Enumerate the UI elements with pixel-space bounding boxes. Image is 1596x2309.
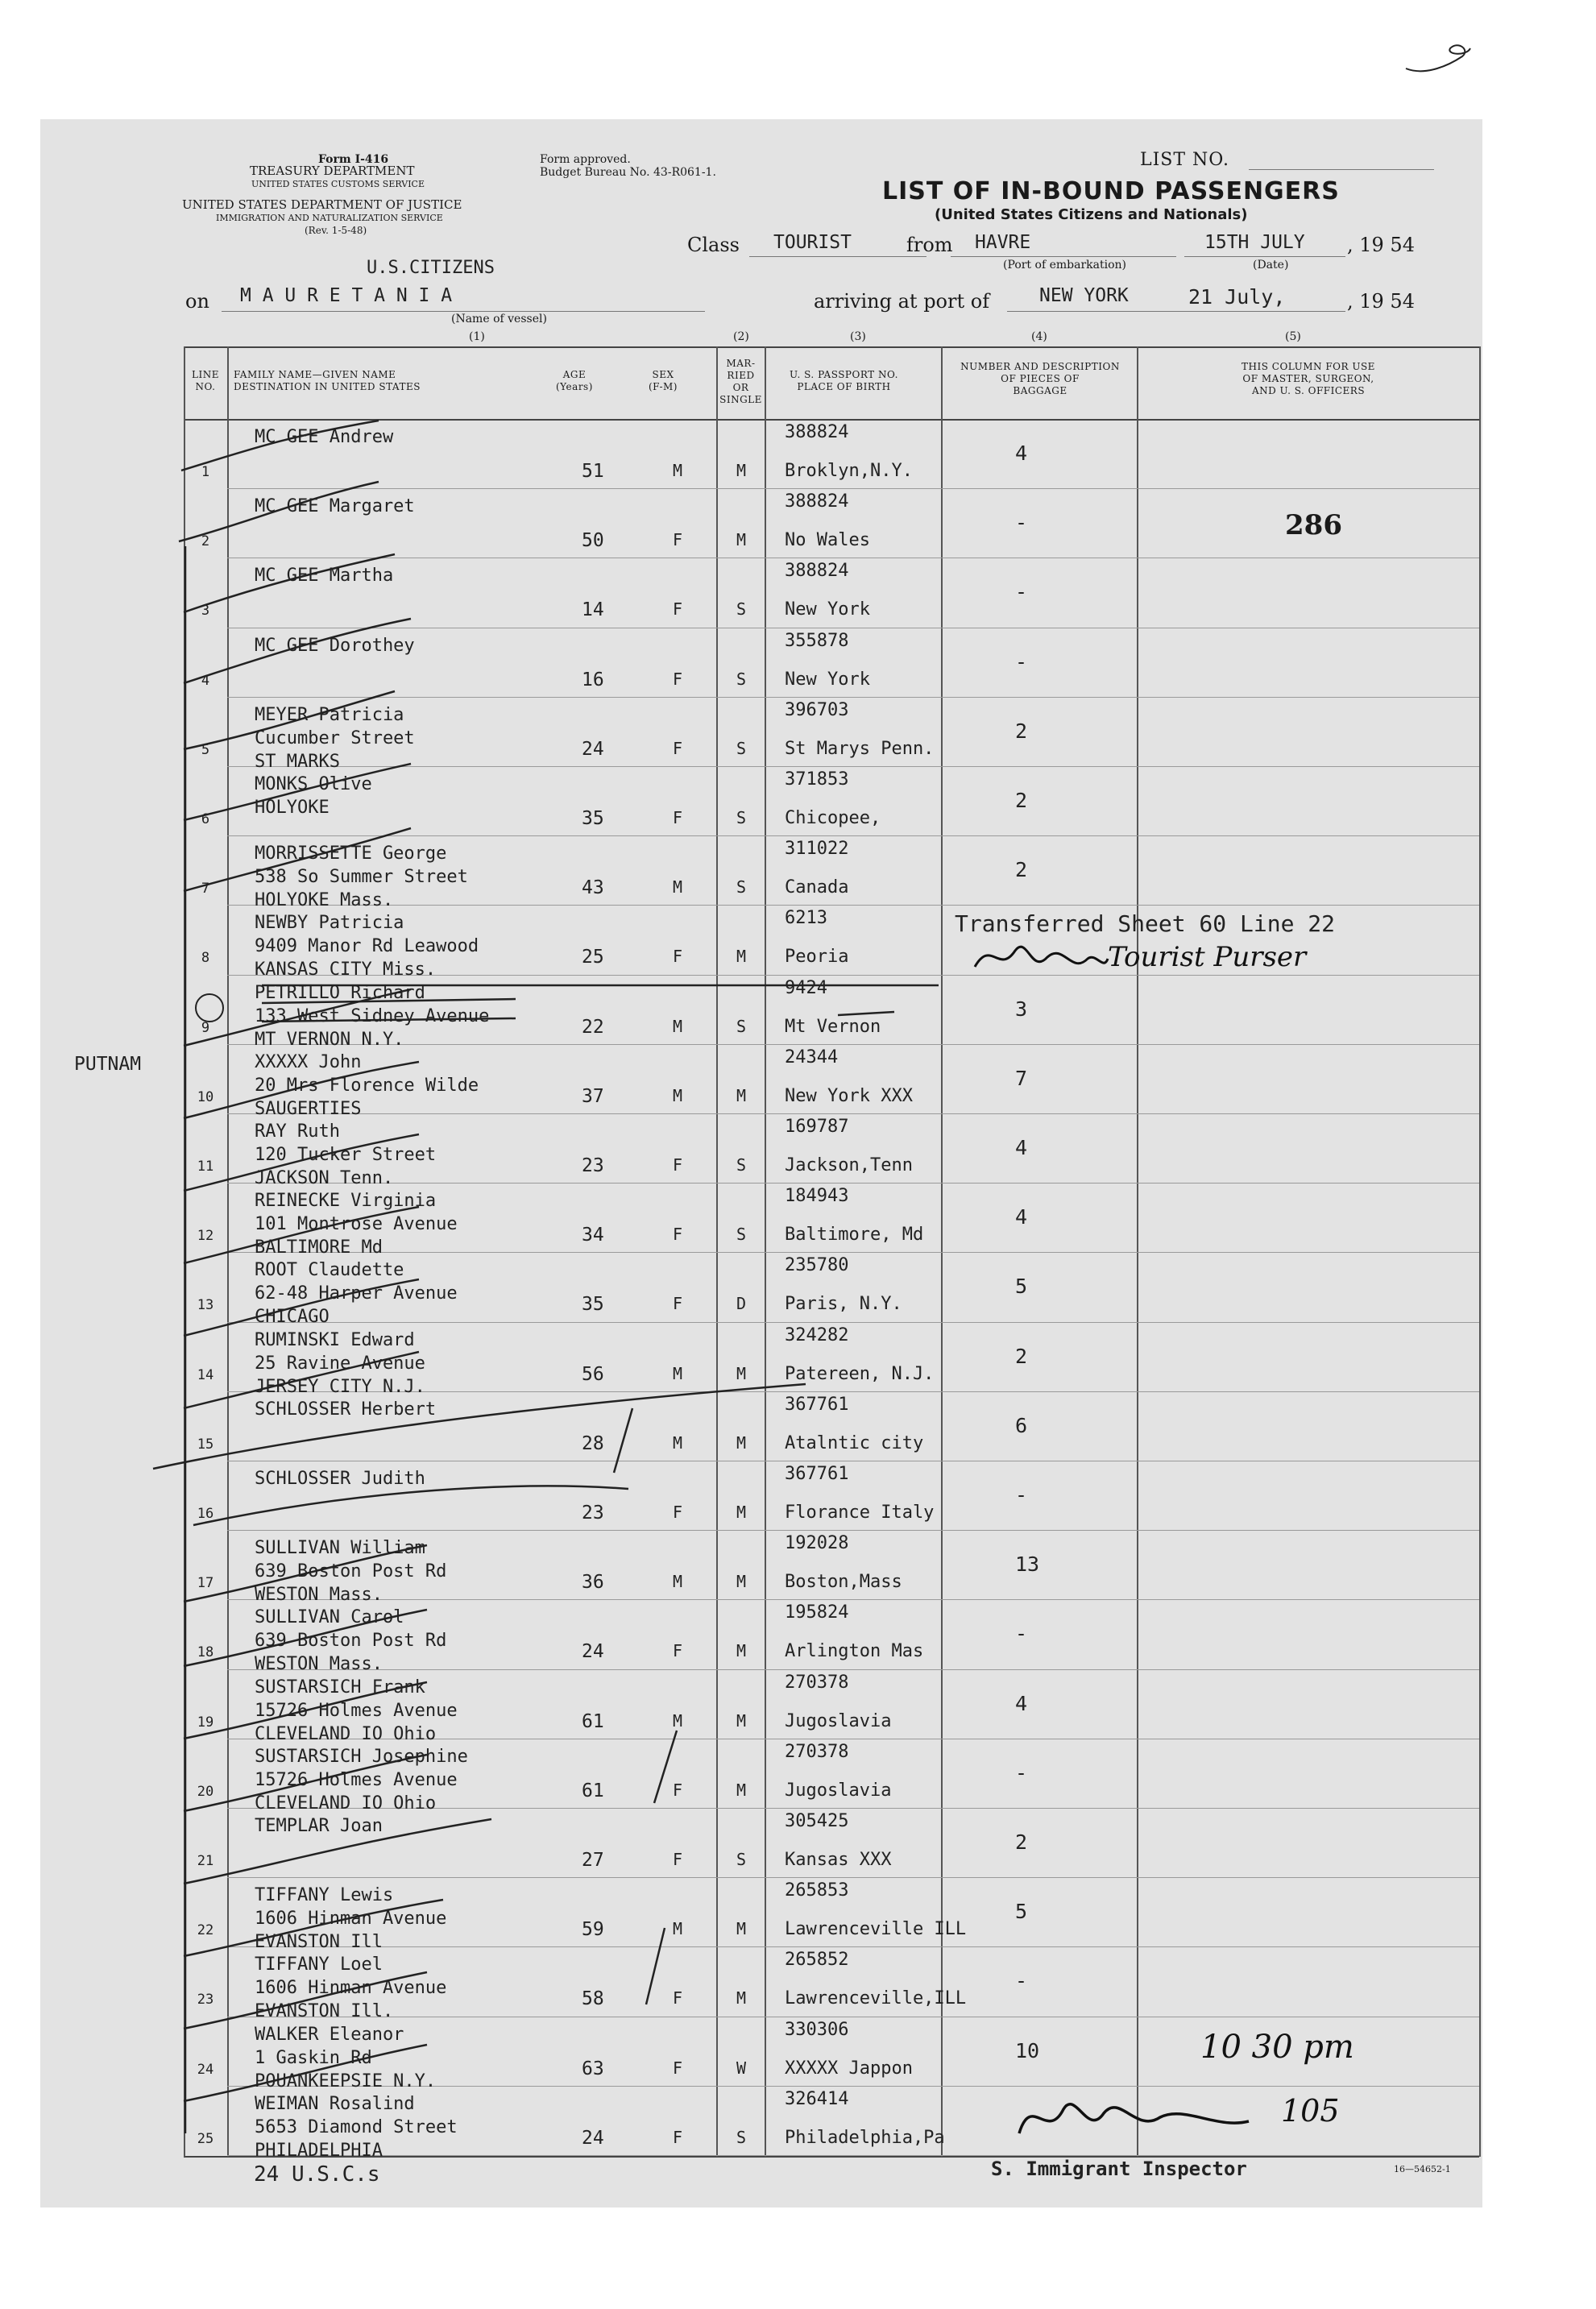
passenger-name-line: 1606 Hinman Avenue xyxy=(255,1978,447,1999)
passenger-name-line: CHICAGO xyxy=(255,1307,330,1328)
passenger-name-line: EVANSTON Ill. xyxy=(255,2001,394,2022)
marital-cell: W xyxy=(736,2058,747,2078)
passenger-name-line: CLEVELAND IO Ohio xyxy=(255,1793,437,1814)
line-number: 21 xyxy=(197,1853,214,1869)
baggage-count: 4 xyxy=(1015,1691,1028,1715)
vessel-name: M A U R E T A N I A xyxy=(240,285,453,306)
marital-cell: M xyxy=(736,1363,747,1383)
place-of-birth: Jugoslavia xyxy=(785,1710,892,1731)
age-cell: 61 xyxy=(582,1780,604,1801)
line-number: 2 xyxy=(201,533,210,550)
passport-number: 367761 xyxy=(785,1394,849,1415)
age-cell: 28 xyxy=(582,1432,604,1454)
age-cell: 35 xyxy=(582,1294,604,1316)
passenger-name-line: 538 So Summer Street xyxy=(255,867,468,888)
baggage-count: - xyxy=(1015,1969,1028,1993)
manifest-title: LIST OF IN-BOUND PASSENGERS xyxy=(882,177,1340,205)
line-number: 9 xyxy=(201,1019,210,1036)
check-marks xyxy=(40,119,1482,2207)
footer-code: 16—54652-1 xyxy=(1394,2164,1451,2174)
baggage-count: - xyxy=(1015,1760,1028,1785)
place-of-birth: Jugoslavia xyxy=(785,1780,892,1801)
passenger-name-line: ST MARKS xyxy=(255,751,340,772)
line-number: 15 xyxy=(197,1436,214,1453)
line-number: 14 xyxy=(197,1366,214,1383)
passenger-name-line: WESTON Mass. xyxy=(255,1654,383,1675)
place-of-birth: Paris, N.Y. xyxy=(785,1294,902,1315)
line-number: 17 xyxy=(197,1575,214,1592)
marital-cell: S xyxy=(736,2127,747,2147)
port-embarkation-label: (Port of embarkation) xyxy=(1003,259,1126,272)
sex-cell: F xyxy=(673,1850,683,1869)
place-of-birth: Lawrenceville,ILL xyxy=(785,1988,967,2009)
marital-cell: S xyxy=(736,808,747,827)
baggage-count: 5 xyxy=(1015,1900,1028,1924)
col-num-2: (2) xyxy=(733,330,749,343)
date-label: (Date) xyxy=(1253,259,1289,272)
place-of-birth: New York XXX xyxy=(785,1085,913,1106)
passport-number: 184943 xyxy=(785,1186,849,1207)
marital-cell: M xyxy=(736,1710,747,1731)
passenger-name-line: MEYER Patricia xyxy=(255,704,404,725)
passenger-name-line: PETRILLO Richard xyxy=(255,982,425,1003)
passenger-name-line: SCHLOSSER Judith xyxy=(255,1469,425,1489)
sex-cell: F xyxy=(673,1641,683,1661)
marital-cell: S xyxy=(736,599,747,620)
passport-number: 388824 xyxy=(785,561,849,582)
place-of-birth: Patereen, N.J. xyxy=(785,1363,935,1384)
date-value: 15TH JULY xyxy=(1204,232,1305,253)
age-cell: 35 xyxy=(582,808,604,829)
age-cell: 24 xyxy=(582,2127,604,2149)
passport-number: 169787 xyxy=(785,1117,849,1137)
marital-cell: S xyxy=(736,738,747,758)
baggage-count: 7 xyxy=(1015,1066,1028,1090)
passport-number: 355878 xyxy=(785,630,849,651)
sex-cell: F xyxy=(673,1155,683,1175)
passenger-name-line: KANSAS CITY Miss. xyxy=(255,960,437,980)
col-header-sex: SEX (F-M) xyxy=(649,369,678,392)
marital-cell: M xyxy=(736,461,747,480)
inspector-signature xyxy=(1007,2085,1265,2149)
sex-cell: M xyxy=(673,1572,683,1592)
line-number: 10 xyxy=(197,1088,214,1105)
line-number: 13 xyxy=(197,1297,214,1314)
sex-cell: F xyxy=(673,530,683,550)
baggage-count: - xyxy=(1015,1483,1028,1507)
sex-cell: F xyxy=(673,1294,683,1314)
col-header-baggage: NUMBER AND DESCRIPTION OF PIECES OF BAGGAGE xyxy=(960,361,1120,396)
baggage-count: 3 xyxy=(1015,997,1028,1021)
passenger-name-line: SUSTARSICH Frank xyxy=(255,1677,425,1698)
place-of-birth: Broklyn,N.Y. xyxy=(785,461,913,481)
passport-number: 388824 xyxy=(785,422,849,442)
marital-cell: S xyxy=(736,1850,747,1869)
place-of-birth: XXXXX Jappon xyxy=(785,2058,913,2079)
transferred-note: Transferred Sheet 60 Line 22 xyxy=(955,910,1336,937)
passenger-name-line: RAY Ruth xyxy=(255,1121,340,1142)
age-cell: 37 xyxy=(582,1085,604,1107)
passport-number: 9424 xyxy=(785,977,827,998)
passport-number: 367761 xyxy=(785,1464,849,1484)
line-number: 16 xyxy=(197,1506,214,1522)
col-num-5: (5) xyxy=(1285,330,1301,343)
sex-cell: M xyxy=(673,1432,683,1453)
citizens-note: U.S.CITIZENS xyxy=(367,258,495,278)
marital-cell: S xyxy=(736,1155,747,1175)
passenger-name-line: MORRISSETTE George xyxy=(255,844,447,864)
class-label: Class xyxy=(687,234,740,256)
passport-number: 311022 xyxy=(785,839,849,860)
passport-number: 6213 xyxy=(785,908,827,929)
passenger-name-line: MT VERNON N.Y. xyxy=(255,1029,404,1050)
place-of-birth: Florance Italy xyxy=(785,1503,935,1523)
passport-number: 235780 xyxy=(785,1255,849,1276)
baggage-count: 2 xyxy=(1015,789,1028,812)
line-number: 20 xyxy=(197,1783,214,1800)
age-cell: 34 xyxy=(582,1225,604,1246)
col-header-passport: U. S. PASSPORT NO. PLACE OF BIRTH xyxy=(790,369,898,392)
place-of-birth: Canada xyxy=(785,877,849,898)
manifest-subtitle: (United States Citizens and Nationals) xyxy=(935,206,1248,223)
on-label: on xyxy=(185,290,209,313)
arrival-port: NEW YORK xyxy=(1039,285,1129,306)
marital-cell: M xyxy=(736,1780,747,1800)
passport-number: 192028 xyxy=(785,1533,849,1554)
from-value: HAVRE xyxy=(975,232,1031,253)
line-8-circle xyxy=(195,993,224,1022)
passenger-name-line: 9409 Manor Rd Leawood xyxy=(255,936,479,957)
age-cell: 59 xyxy=(582,1919,604,1941)
passport-number: 326414 xyxy=(785,2088,849,2109)
passport-number: 24344 xyxy=(785,1047,839,1067)
age-cell: 23 xyxy=(582,1155,604,1176)
baggage-count: 4 xyxy=(1015,1205,1028,1229)
passenger-name-line: 15726 Holmes Avenue xyxy=(255,1769,458,1790)
place-of-birth: Atalntic city xyxy=(785,1432,924,1453)
sex-cell: M xyxy=(673,1919,683,1939)
passenger-name-line: MC GEE Martha xyxy=(255,566,394,587)
passenger-name-line: 20 Mrs Florence Wilde xyxy=(255,1075,479,1096)
passenger-name-line: 1606 Hinman Avenue xyxy=(255,1909,447,1930)
sex-cell: M xyxy=(673,1710,683,1731)
age-cell: 16 xyxy=(582,669,604,690)
justice-dept: UNITED STATES DEPARTMENT OF JUSTICE xyxy=(182,197,462,212)
sex-cell: F xyxy=(673,1503,683,1522)
passenger-name-line: 639 Boston Post Rd xyxy=(255,1561,447,1582)
line-number: 12 xyxy=(197,1228,214,1245)
ins-service: IMMIGRATION AND NATURALIZATION SERVICE xyxy=(216,213,443,223)
age-cell: 63 xyxy=(582,2058,604,2079)
from-label: from xyxy=(906,234,953,256)
col-header-age: AGE (Years) xyxy=(556,369,593,392)
putnam-note: PUTNAM xyxy=(74,1054,142,1075)
passenger-name-line: CLEVELAND IO Ohio xyxy=(255,1723,437,1744)
baggage-count: 10 xyxy=(1015,2038,1040,2062)
marital-cell: S xyxy=(736,1016,747,1036)
place-of-birth: New York xyxy=(785,599,870,620)
passenger-name-line: XXXXX John xyxy=(255,1051,362,1072)
line-number: 8 xyxy=(201,950,210,967)
sex-cell: F xyxy=(673,808,683,827)
age-cell: 24 xyxy=(582,738,604,760)
age-cell: 23 xyxy=(582,1503,604,1523)
passport-number: 388824 xyxy=(785,491,849,512)
arriving-label: arriving at port of xyxy=(814,290,990,313)
passenger-name-line: REINECKE Virginia xyxy=(255,1191,437,1212)
passenger-name-line: MONKS Olive xyxy=(255,774,372,794)
marital-cell: M xyxy=(736,1432,747,1453)
sex-cell: F xyxy=(673,599,683,620)
passenger-name-line: SULLIVAN William xyxy=(255,1538,425,1559)
passenger-name-line: MC GEE Margaret xyxy=(255,496,415,517)
line-number: 23 xyxy=(197,1992,214,2008)
form-approved: Form approved. xyxy=(540,153,631,166)
marital-cell: M xyxy=(736,947,747,967)
age-cell: 25 xyxy=(582,947,604,968)
line-number: 7 xyxy=(201,881,210,897)
baggage-count: 5 xyxy=(1015,1275,1028,1299)
sex-cell: F xyxy=(673,738,683,758)
line-number: 5 xyxy=(201,741,210,758)
passenger-name-line: WESTON Mass. xyxy=(255,1585,383,1606)
sex-cell: M xyxy=(673,877,683,897)
baggage-count: - xyxy=(1015,580,1028,604)
passenger-name-line: PHILADELPHIA xyxy=(255,2140,383,2161)
line-number: 4 xyxy=(201,672,210,689)
passport-number: 270378 xyxy=(785,1672,849,1693)
place-of-birth: Boston,Mass xyxy=(785,1572,902,1593)
age-cell: 43 xyxy=(582,877,604,899)
line-number: 25 xyxy=(197,2130,214,2147)
marital-cell: S xyxy=(736,669,747,689)
place-of-birth: Philadelphia,Pa xyxy=(785,2127,945,2148)
baggage-count: 2 xyxy=(1015,719,1028,743)
passenger-name-line: RUMINSKI Edward xyxy=(255,1329,415,1350)
sex-cell: F xyxy=(673,1780,683,1800)
marital-cell: M xyxy=(736,1503,747,1522)
passenger-name-line: 133 West Sidney Avenue xyxy=(255,1005,490,1026)
place-of-birth: Jackson,Tenn xyxy=(785,1155,913,1175)
passenger-name-line: TEMPLAR Joan xyxy=(255,1816,383,1836)
place-of-birth: New York xyxy=(785,669,870,690)
passenger-name-line: SULLIVAN Carol xyxy=(255,1607,404,1628)
marital-cell: S xyxy=(736,877,747,897)
sex-cell: F xyxy=(673,2058,683,2078)
col-header-line: LINE NO. xyxy=(192,369,219,392)
vessel-label: (Name of vessel) xyxy=(451,313,547,325)
place-of-birth: Lawrenceville ILL xyxy=(785,1919,967,1940)
treasury-dept: TREASURY DEPARTMENT xyxy=(250,164,415,178)
passenger-name-line: HOLYOKE xyxy=(255,798,330,818)
baggage-count: 6 xyxy=(1015,1413,1028,1437)
line-number: 3 xyxy=(201,603,210,620)
passenger-name-line: 101 Montrose Avenue xyxy=(255,1214,458,1235)
passport-number: 396703 xyxy=(785,699,849,720)
passport-number: 195824 xyxy=(785,1602,849,1623)
sex-cell: F xyxy=(673,669,683,689)
passenger-name-line: 15726 Holmes Avenue xyxy=(255,1700,458,1721)
place-of-birth: Chicopee, xyxy=(785,808,881,828)
age-cell: 50 xyxy=(582,530,604,552)
passenger-name-line: 62-48 Harper Avenue xyxy=(255,1283,458,1304)
col-num-1: (1) xyxy=(469,330,485,343)
passport-number: 265853 xyxy=(785,1880,849,1901)
col-num-3: (3) xyxy=(850,330,866,343)
baggage-count: 4 xyxy=(1015,441,1028,465)
baggage-count: 13 xyxy=(1015,1552,1040,1577)
list-no-label: LIST NO. xyxy=(1140,150,1230,170)
place-of-birth: Arlington Mas xyxy=(785,1641,924,1662)
passport-number: 330306 xyxy=(785,2019,849,2040)
sex-cell: F xyxy=(673,947,683,967)
place-of-birth: Kansas XXX xyxy=(785,1850,892,1870)
date-year: , 19 54 xyxy=(1347,234,1415,256)
passenger-name-line: POUANKEEPSIE N.Y. xyxy=(255,2071,437,2091)
passenger-manifest-sheet xyxy=(40,119,1482,2207)
passport-number: 371853 xyxy=(785,769,849,790)
col-header-officers: THIS COLUMN FOR USE OF MASTER, SURGEON, AND U. S. OFFICERS xyxy=(1242,361,1375,396)
count-286: 286 xyxy=(1285,509,1342,541)
line-number: 22 xyxy=(197,1922,214,1939)
passport-number: 305425 xyxy=(785,1811,849,1831)
passenger-name-line: MC GEE Dorothey xyxy=(255,635,415,656)
line-number: 24 xyxy=(197,2061,214,2078)
sex-cell: M xyxy=(673,1016,683,1036)
passenger-name-line: ROOT Claudette xyxy=(255,1260,404,1281)
passenger-name-line: 25 Ravine Avenue xyxy=(255,1353,425,1374)
age-cell: 14 xyxy=(582,599,604,621)
signature-105: 105 xyxy=(1281,2093,1340,2129)
line-number: 11 xyxy=(197,1159,214,1175)
line-number: 19 xyxy=(197,1714,214,1731)
baggage-count: - xyxy=(1015,511,1028,535)
sex-cell: F xyxy=(673,1225,683,1245)
place-of-birth: Peoria xyxy=(785,947,849,968)
customs-service: UNITED STATES CUSTOMS SERVICE xyxy=(251,179,425,189)
sex-cell: F xyxy=(673,1988,683,2008)
purser-signature: Tourist Purser xyxy=(1108,941,1307,973)
passenger-name-line: 1 Gaskin Rd xyxy=(255,2047,372,2068)
passport-number: 324282 xyxy=(785,1324,849,1345)
passenger-name-line: Cucumber Street xyxy=(255,728,415,748)
arrival-year: , 19 54 xyxy=(1347,290,1415,313)
passenger-name-line: JERSEY CITY N.J. xyxy=(255,1376,425,1397)
budget-bureau: Budget Bureau No. 43-R061-1. xyxy=(540,166,716,179)
marital-cell: M xyxy=(736,1572,747,1592)
line-number: 1 xyxy=(201,464,210,480)
sex-cell: M xyxy=(673,461,683,480)
passenger-name-line: TIFFANY Lewis xyxy=(255,1885,394,1906)
marital-cell: M xyxy=(736,1085,747,1105)
purser-initials xyxy=(967,935,1112,983)
footer-count: 24 U.S.C.s xyxy=(254,2162,380,2187)
age-cell: 58 xyxy=(582,1988,604,2010)
passport-number: 265852 xyxy=(785,1950,849,1971)
marital-cell: D xyxy=(736,1294,747,1314)
passenger-name-line: WALKER Eleanor xyxy=(255,2024,404,2045)
baggage-count: - xyxy=(1015,1622,1028,1646)
baggage-count: 2 xyxy=(1015,1344,1028,1368)
passenger-name-line: BALTIMORE Md xyxy=(255,1237,383,1258)
baggage-count: - xyxy=(1015,649,1028,674)
col-header-name: FAMILY NAME—GIVEN NAME DESTINATION IN UNITED STATES xyxy=(234,369,421,392)
passenger-name-line: WEIMAN Rosalind xyxy=(255,2093,415,2114)
age-cell: 61 xyxy=(582,1710,604,1732)
passenger-name-line: JACKSON Tenn. xyxy=(255,1168,394,1188)
place-of-birth: Mt Vernon xyxy=(785,1016,881,1037)
passenger-name-line: SUSTARSICH Josephine xyxy=(255,1746,468,1767)
class-value: TOURIST xyxy=(773,232,852,253)
passenger-name-line: NEWBY Patricia xyxy=(255,913,404,934)
marital-cell: S xyxy=(736,1225,747,1245)
passenger-name-line: HOLYOKE Mass. xyxy=(255,890,394,911)
marital-cell: M xyxy=(736,1988,747,2008)
corner-scribble xyxy=(1402,32,1474,81)
form-rev: (Rev. 1-5-48) xyxy=(305,225,367,236)
place-of-birth: St Marys Penn. xyxy=(785,738,935,759)
arrival-date: 21 July, xyxy=(1188,285,1286,309)
age-cell: 24 xyxy=(582,1641,604,1663)
age-cell: 56 xyxy=(582,1363,604,1385)
time-note: 10 30 pm xyxy=(1200,2029,1354,2066)
place-of-birth: Baltimore, Md xyxy=(785,1225,924,1246)
form-id: Form I-416 xyxy=(318,153,389,166)
passenger-name-line: EVANSTON Ill xyxy=(255,1932,383,1953)
baggage-count: 2 xyxy=(1015,858,1028,882)
marital-cell: M xyxy=(736,1919,747,1939)
passenger-name-line: 5653 Diamond Street xyxy=(255,2116,458,2137)
passenger-name-line: MC GEE Andrew xyxy=(255,427,394,447)
place-of-birth: No Wales xyxy=(785,530,870,551)
line-number: 6 xyxy=(201,811,210,827)
passport-number: 270378 xyxy=(785,1741,849,1762)
marital-cell: M xyxy=(736,530,747,550)
passenger-name-line: SAUGERTIES xyxy=(255,1098,362,1119)
sex-cell: M xyxy=(673,1363,683,1383)
passenger-name-line: TIFFANY Loel xyxy=(255,1955,383,1975)
sex-cell: M xyxy=(673,1085,683,1105)
passenger-name-line: 639 Boston Post Rd xyxy=(255,1631,447,1652)
sex-cell: F xyxy=(673,2127,683,2147)
marital-cell: M xyxy=(736,1641,747,1661)
baggage-count: 2 xyxy=(1015,1830,1028,1854)
col-header-married: MAR- RIED OR SINGLE xyxy=(719,358,762,405)
inspector-title: S. Immigrant Inspector xyxy=(991,2158,1247,2180)
passenger-name-line: SCHLOSSER Herbert xyxy=(255,1399,437,1420)
line-number: 18 xyxy=(197,1644,214,1661)
col-num-4: (4) xyxy=(1031,330,1047,343)
age-cell: 22 xyxy=(582,1016,604,1038)
age-cell: 27 xyxy=(582,1850,604,1871)
age-cell: 51 xyxy=(582,461,604,482)
age-cell: 36 xyxy=(582,1572,604,1594)
passenger-name-line: 120 Tucker Street xyxy=(255,1145,437,1165)
baggage-count: 4 xyxy=(1015,1136,1028,1159)
